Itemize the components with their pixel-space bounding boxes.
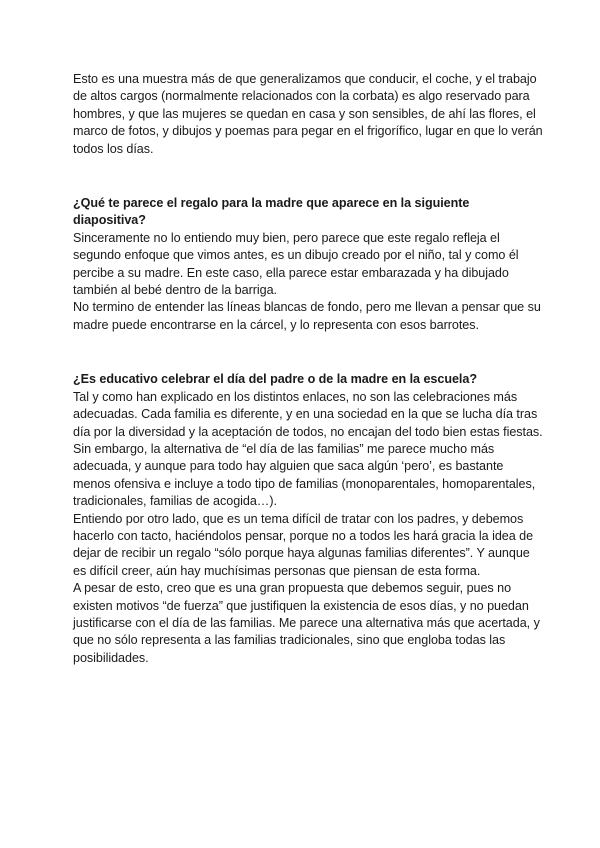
section-heading: ¿Es educativo celebrar el día del padre o de la madre en la escuela?	[73, 372, 477, 387]
section-dia-padre-madre	[73, 371, 543, 667]
paragraph: Sinceramente no lo entiendo muy bien, pero parece que este regalo refleja el segundo enfoque que vimos antes, es un dibujo creado por el niño, tal y como él percibe a su madre. En este caso, ella parece estar embarazada y ha dibujado también al bebé dentro de la barriga.	[73, 230, 519, 298]
paragraph: Tal y como han explicado en los distintos enlaces, no son las celebraciones más adecuadas. Cada familia es diferente, y en una sociedad en la que se lucha día tras día por la diversidad y la aceptación de todos, no encajan del todo bien estas fiestas. Sin embargo, la alternativa de “el día de las familias” me parece mucho más adecuada, y aunque para todo hay alguien que saca algún ‘pero’, es bastante menos ofensiva e incluye a todo tipo de familias (monoparentales, homoparentales, tradicionales, familias de acogida…).	[73, 389, 543, 509]
paragraph: Esto es una muestra más de que generalizamos que conducir, el coche, y el trabajo de altos cargos (normalmente relacionados con la corbata) es algo reservado para hombres, y que las mujeres se quedan en casa y son sensibles, de ahí las flores, el marco de fotos, y dibujos y poemas para pegar en el frigorífico, lugar en que lo verán todos los días.	[73, 72, 543, 156]
paragraph: A pesar de esto, creo que es una gran propuesta que debemos seguir, pues no existen motivos “de fuerza” que justifiquen la existencia de esos días, y no puedan justificarse con el día de las familias. Me parece una alternativa más que acertada, y que no sólo representa a las familias tradicionales, sino que engloba todas las posibilidades.	[73, 581, 540, 665]
section-intro	[73, 71, 543, 158]
paragraph: Entiendo por otro lado, que es un tema difícil de tratar con los padres, y debemos hacerlo con tacto, haciéndolos pensar, porque no a todos les hará gracia la idea de dejar de recibir un regalo “sólo porque haya algunas familias diferentes”. Y aunque es difícil creer, aún hay muchísimas personas que piensan de esta forma.	[73, 511, 534, 578]
section-heading: ¿Qué te parece el regalo para la madre que aparece en la siguiente diapositiva?	[73, 196, 470, 228]
document-page	[73, 71, 543, 667]
section-regalo-madre	[73, 195, 543, 334]
paragraph: No termino de entender las líneas blancas de fondo, pero me llevan a pensar que su madre puede encontrarse en la cárcel, y lo representa con esos barrotes.	[73, 300, 541, 332]
